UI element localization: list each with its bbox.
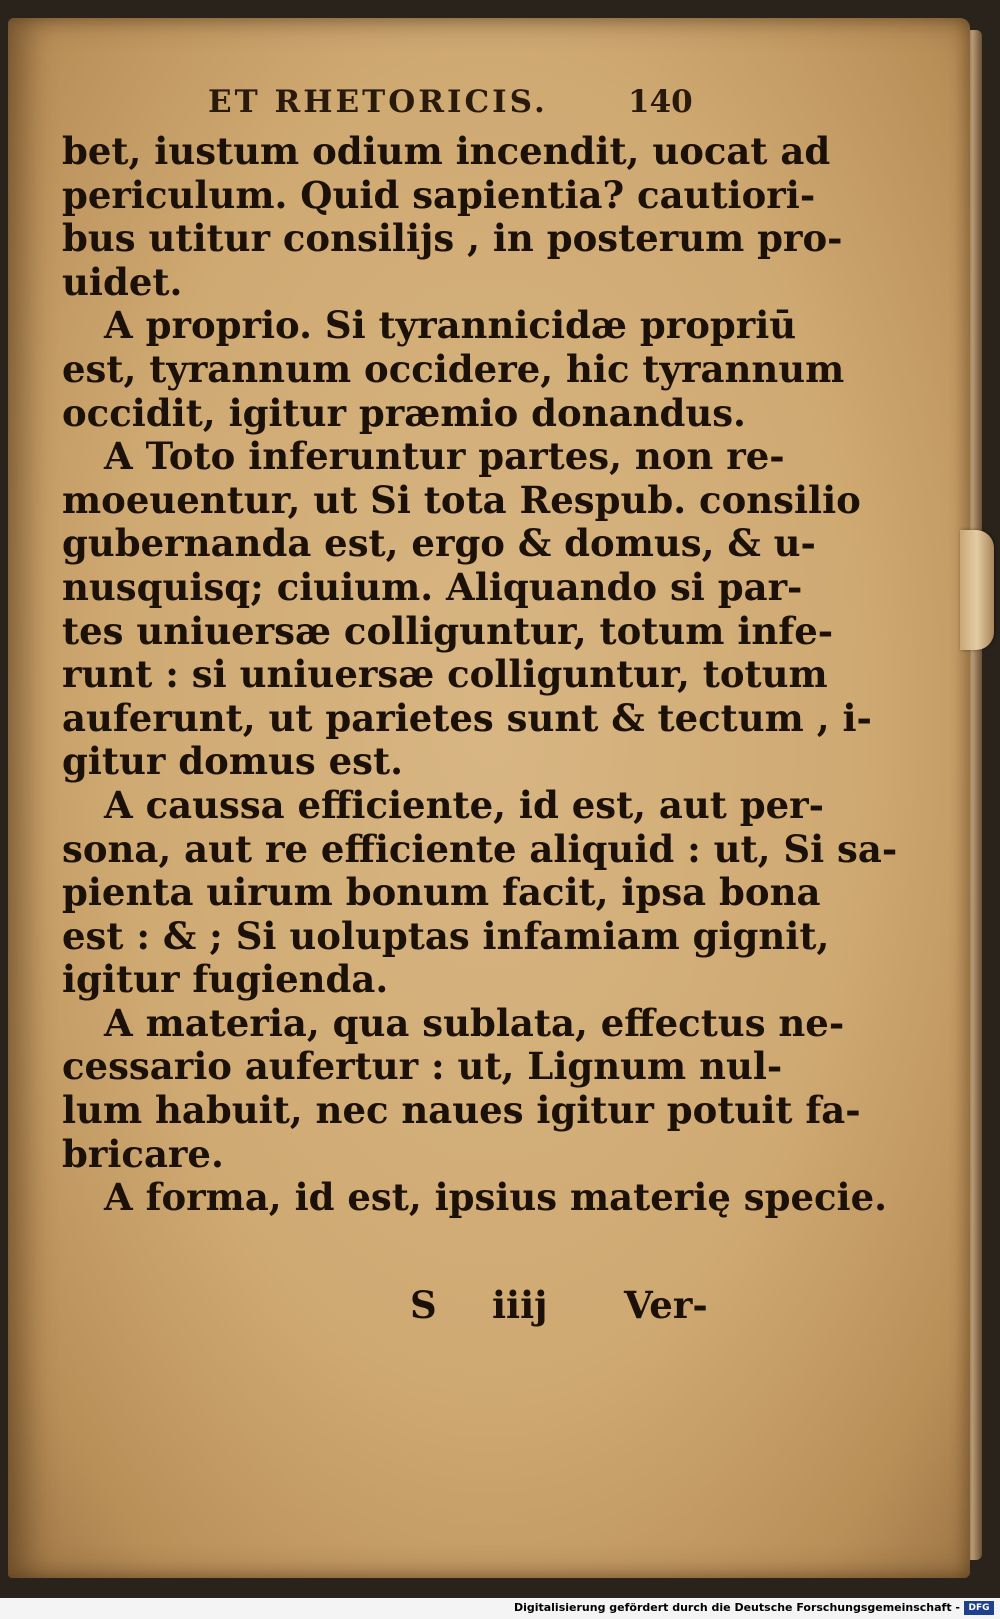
clasp-tab <box>960 530 994 650</box>
text-line: igitur fugienda. <box>62 957 389 1002</box>
text-line: uidet. <box>62 259 183 304</box>
running-head: ET RHETORICIS. <box>208 84 548 120</box>
text-line: pienta uirum bonum facit, ipsa bona <box>62 870 821 915</box>
text-line: nusquisq; ciuium. Aliquando si par- <box>62 564 803 609</box>
page-header <box>0 84 1000 124</box>
text-line: A caussa efficiente, id est, aut per- <box>104 782 825 827</box>
text-line: moeuentur, ut Si tota Respub. consilio <box>62 477 861 522</box>
text-line: tes uniuersæ colliguntur, totum infe- <box>62 608 834 653</box>
folio-number: 140 <box>628 84 693 120</box>
text-line: est : & ; Si uoluptas infamiam gignit, <box>62 913 830 958</box>
text-line: occidit, igitur præmio donandus. <box>62 390 746 435</box>
text-line: lum habuit, nec naues igitur potuit fa- <box>62 1088 861 1133</box>
text-line: runt : si uniuersæ colliguntur, totum <box>62 652 828 697</box>
footer-bar <box>0 1598 1000 1619</box>
text-line: cessario aufertur : ut, Lignum nul- <box>62 1044 783 1089</box>
signature-mark: S <box>410 1283 437 1327</box>
text-line: auferunt, ut parietes sunt & tectum , i- <box>62 695 872 740</box>
text-line: sona, aut re efficiente aliquid : ut, Si sa- <box>62 826 898 871</box>
text-line: gitur domus est. <box>62 739 403 784</box>
catchword: Ver- <box>624 1283 708 1327</box>
footer-credit: Digitalisierung gefördert durch die Deutsche Forschungsgemeinschaft - <box>513 1601 960 1614</box>
text-line: bricare. <box>62 1131 224 1176</box>
text-line: periculum. Quid sapientia? cautiori- <box>62 172 816 217</box>
text-line: A materia, qua sublata, effectus ne- <box>104 1000 845 1045</box>
text-line: A Toto inferuntur partes, non re- <box>104 434 785 479</box>
text-line: bus utitur consilijs , in posterum pro- <box>62 216 843 261</box>
body-text <box>62 129 898 1220</box>
text-line: bet, iustum odium incendit, uocat ad <box>62 129 831 173</box>
dfg-logo-icon: DFG <box>964 1601 994 1615</box>
text-line: gubernanda est, ergo & domus, & u- <box>62 521 816 566</box>
text-line: est, tyrannum occidere, hic tyrannum <box>62 346 845 391</box>
text-line: A forma, id est, ipsius materię specie. <box>104 1175 887 1220</box>
catch-line <box>0 1283 1000 1327</box>
text-line: A proprio. Si tyrannicidæ propriū <box>104 303 797 348</box>
signature-number: iiij <box>492 1283 548 1327</box>
